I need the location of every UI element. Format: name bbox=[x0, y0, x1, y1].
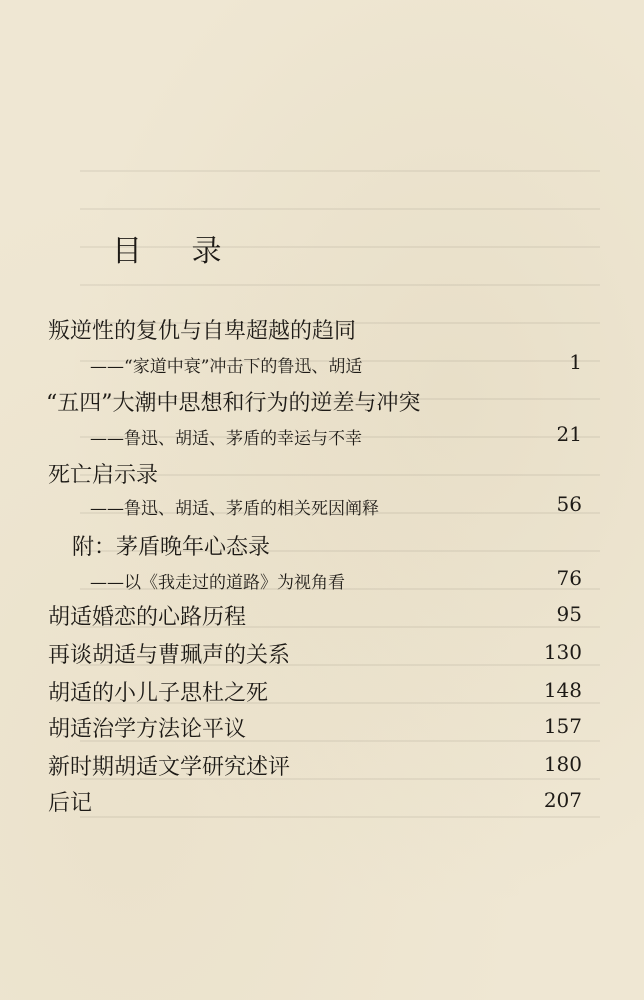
page-title: 目 录 bbox=[112, 234, 242, 269]
toc-entry-heading: 叛逆性的复仇与自卑超越的趋同 bbox=[48, 319, 357, 344]
toc-entry-heading: 附：茅盾晚年心态录 bbox=[72, 535, 271, 560]
toc-page-number: 56 bbox=[556, 492, 582, 516]
toc-page-number: 157 bbox=[543, 714, 582, 738]
toc-page-number: 1 bbox=[569, 350, 582, 374]
toc-page-number: 130 bbox=[543, 640, 582, 664]
toc-entry-heading: 新时期胡适文学研究述评 bbox=[48, 755, 291, 780]
toc-entry-heading: 胡适治学方法论平议 bbox=[48, 717, 247, 742]
toc-entry-subtitle: ——“家道中衰”冲击下的鲁迅、胡适 bbox=[90, 357, 363, 377]
toc-entry-heading: 再谈胡适与曹珮声的关系 bbox=[48, 643, 291, 668]
toc-page-number: 207 bbox=[543, 788, 582, 812]
toc-entry-subtitle: ——鲁迅、胡适、茅盾的相关死因阐释 bbox=[90, 499, 379, 519]
toc-entry-subtitle: ——鲁迅、胡适、茅盾的幸运与不幸 bbox=[90, 429, 362, 449]
toc-page-number: 21 bbox=[556, 422, 582, 446]
toc-entry-subtitle: ——以《我走过的道路》为视角看 bbox=[90, 573, 345, 593]
toc-page-number: 76 bbox=[556, 566, 582, 590]
toc-page-number: 180 bbox=[543, 752, 582, 776]
toc-entry-heading: 后记 bbox=[48, 791, 93, 816]
toc-entry-heading: 死亡启示录 bbox=[48, 463, 159, 488]
toc-page-number: 95 bbox=[556, 602, 582, 626]
toc-page-number: 148 bbox=[543, 678, 582, 702]
toc-entry-heading: 胡适的小儿子思杜之死 bbox=[48, 681, 269, 706]
toc-entry-heading: “五四”大潮中思想和行为的逆差与冲突 bbox=[46, 391, 421, 416]
toc-entry-heading: 胡适婚恋的心路历程 bbox=[48, 605, 247, 630]
